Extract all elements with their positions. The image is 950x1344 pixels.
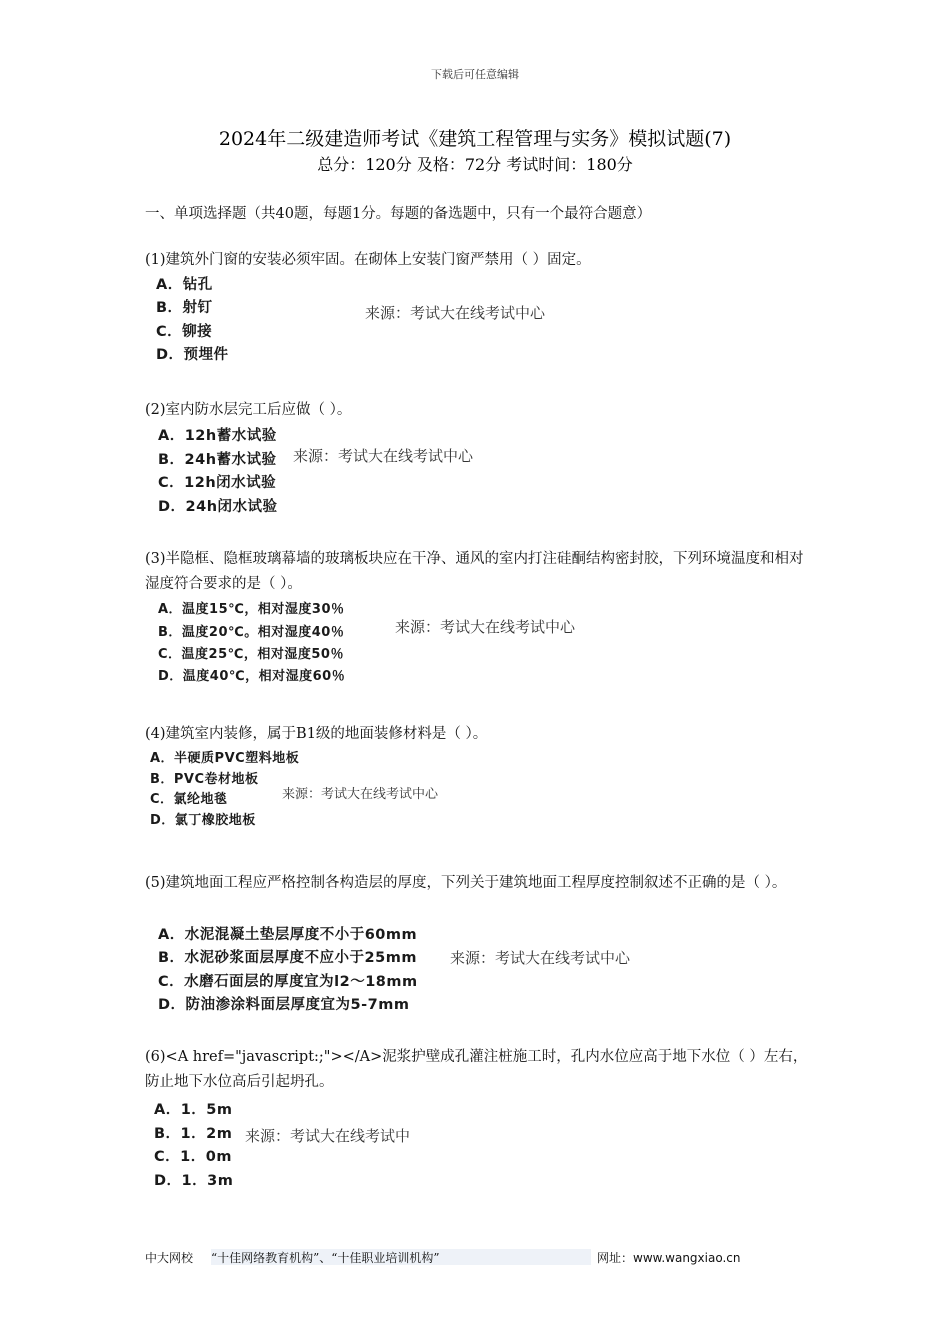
source-watermark: 来源：考试大在线考试中心	[395, 618, 576, 636]
option-a: A．温度15℃，相对湿度30％	[158, 602, 345, 617]
option-b: B．1．2m	[154, 1126, 233, 1142]
option-a: A．1．5m	[154, 1102, 233, 1118]
option-d: D．氯丁橡胶地板	[150, 813, 256, 828]
option-a: A．钻孔	[156, 277, 213, 293]
option-c: C．温度25℃，相对湿度50％	[158, 647, 344, 662]
option-a: A．12h蓄水试验	[158, 428, 277, 444]
source-watermark: 来源：考试大在线考试中心	[293, 447, 474, 465]
option-a: A．半硬质PVC塑料地板	[150, 751, 300, 766]
exam-info: 总分：120分 及格：72分 考试时间：180分	[317, 155, 633, 174]
option-b: B．水泥砂浆面层厚度不应小于25mm	[158, 950, 417, 966]
option-c: C．铆接	[156, 324, 213, 340]
question-stem: (6)<A href="javascript:;"></A>泥浆护壁成孔灌注桩施工时，孔内水位应高于地下水位（ ）左右，防止地下水位高后引起坍孔。	[145, 1049, 808, 1090]
footer-website-link[interactable]: 网址：www.wangxiao.cn	[597, 1251, 741, 1265]
question-stem: (5)建筑地面工程应严格控制各构造层的厚度，下列关于建筑地面工程厚度控制叙述不正确的是（ ）。	[145, 875, 787, 891]
option-a: A．水泥混凝土垫层厚度不小于60mm	[158, 927, 418, 943]
source-watermark: 来源：考试大在线考试中心	[450, 949, 631, 967]
question-stem: (3)半隐框、隐框玻璃幕墙的玻璃板块应在干净、通风的室内打注硅酮结构密封胶，下列环境温度和相对湿度符合要求的是（ ）。	[145, 551, 804, 592]
option-d: D．24h闭水试验	[158, 499, 278, 515]
option-c: C．1．0m	[154, 1149, 232, 1165]
option-d: D．1．3m	[154, 1173, 234, 1189]
option-c: C．水磨石面层的厚度宜为l2～18mm	[158, 974, 418, 990]
section-heading: 一、单项选择题（共40题，每题1分。每题的备选题中，只有一个最符合题意）	[145, 206, 652, 222]
question-stem: (4)建筑室内装修，属于B1级的地面装修材料是（ ）。	[145, 726, 488, 742]
option-d: D．温度40℃，相对湿度60％	[158, 669, 346, 684]
option-d: D．预埋件	[156, 347, 229, 363]
footer-slogan: “十佳网络教育机构”、“十佳职业培训机构”	[211, 1249, 591, 1265]
header-note: 下载后可任意编辑	[431, 68, 519, 81]
option-b: B．PVC卷材地板	[150, 772, 259, 787]
option-c: C．氯纶地毯	[150, 792, 228, 807]
question-stem: (2)室内防水层完工后应做（ ）。	[145, 402, 352, 418]
footer-brand: 中大网校	[145, 1251, 194, 1265]
option-b: B．24h蓄水试验	[158, 452, 277, 468]
source-watermark: 来源：考试大在线考试中心	[282, 787, 439, 802]
question-stem: (1)建筑外门窗的安装必须牢固。在砌体上安装门窗严禁用（ ）固定。	[145, 252, 591, 268]
option-b: B．温度20℃。相对湿度40％	[158, 625, 345, 640]
source-watermark: 来源：考试大在线考试中心	[365, 304, 546, 322]
option-d: D．防油渗涂料面层厚度宜为5-7mm	[158, 997, 410, 1013]
source-watermark: 来源：考试大在线考试中	[245, 1127, 411, 1145]
option-b: B．射钉	[156, 300, 213, 316]
page-title: 2024年二级建造师考试《建筑工程管理与实务》模拟试题(7)	[218, 128, 732, 150]
option-c: C．12h闭水试验	[158, 475, 277, 491]
